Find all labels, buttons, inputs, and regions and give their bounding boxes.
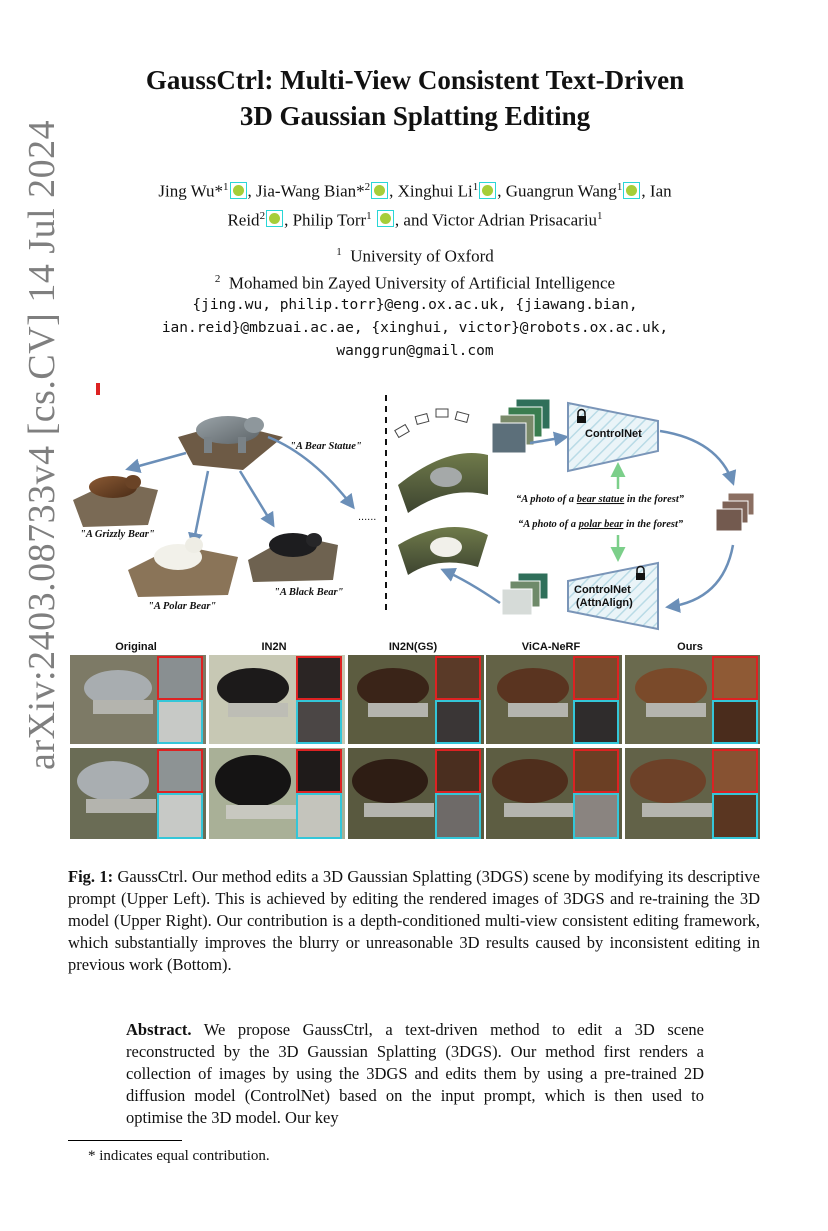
edited-image-stack	[502, 573, 548, 615]
prompt-polar-bear: "A Polar Bear"	[148, 601, 217, 612]
arxiv-identifier: arXiv:2403.08733v4 [cs.CV] 14 Jul 2024	[21, 119, 63, 770]
flow-arrow	[660, 431, 733, 483]
affiliation-oxford: University of Oxford	[350, 246, 494, 266]
caption-text: GaussCtrl. Our method edits a 3D Gaussian Splatting (3DGS) scene by modifying its descriptive prompt (Upper Left). This is achieved by editing the rendered images of 3DGS and re-training the 3D model (Upper Right). Our contribution is a depth-conditioned multi-view consistent editing framework, which substantially improves the blurry or unreasonable 3D results caused by inconsistent editing in previous work (Bottom).	[68, 867, 760, 974]
caption-label: Fig. 1:	[68, 867, 114, 886]
affil-sup: 1	[366, 209, 372, 222]
abstract	[126, 1019, 704, 1129]
prompt-photo-statue: “A photo of a bear statue in the forest”	[516, 494, 685, 505]
affil-sup: 1	[616, 181, 623, 193]
paper-title	[70, 62, 760, 134]
controlnet-label: ControlNet	[574, 584, 631, 596]
more-prompts-dots: ......	[358, 511, 377, 523]
orcid-icon[interactable]	[371, 182, 388, 199]
abstract-label: Abstract.	[126, 1020, 192, 1039]
prompt-grizzly-bear: "A Grizzly Bear"	[80, 529, 155, 540]
figure-caption	[68, 866, 760, 976]
title-line-1: GaussCtrl: Multi-View Consistent Text-Driven	[145, 65, 685, 95]
orcid-icon[interactable]	[479, 182, 496, 199]
attnalign-label: (AttnAlign)	[576, 597, 633, 609]
footnote-rule	[68, 1140, 182, 1141]
polar-bear-image	[128, 537, 238, 597]
camera-views	[395, 409, 469, 437]
author-name: , Philip Torr	[284, 210, 367, 230]
affil-sup: 2	[364, 181, 371, 193]
flow-arrow	[668, 545, 733, 607]
author-name: , Xinghui Li	[389, 181, 473, 201]
author-name: , Guangrun Wang	[497, 181, 617, 201]
author-name: Jing Wu*	[158, 181, 224, 201]
image-stack	[492, 399, 550, 453]
author-name: , Ian	[641, 181, 672, 201]
column-header: IN2N(GS)	[388, 641, 438, 653]
prompt-black-bear: "A Black Bear"	[274, 587, 344, 598]
flow-arrow	[443, 570, 500, 603]
author-name: , and Victor Adrian Prisacariu	[394, 210, 598, 230]
noisy-latents	[716, 493, 754, 531]
grizzly-bear-image	[73, 475, 158, 527]
author-list	[70, 175, 760, 232]
title-line-2: 3D Gaussian Splatting Editing	[239, 101, 591, 131]
edit-arrow	[128, 453, 186, 469]
email-line[interactable]: ian.reid}@mbzuai.ac.ae, {xinghui, victor}@robots.ox.ac.uk,	[161, 320, 669, 337]
orcid-icon[interactable]	[230, 182, 247, 199]
email-line[interactable]: wanggrun@gmail.com	[336, 343, 494, 360]
orcid-icon[interactable]	[623, 182, 640, 199]
email-line[interactable]: {jing.wu, philip.torr}@eng.ox.ac.uk, {jiawang.bian,	[192, 297, 638, 314]
bear-statue-image	[178, 416, 283, 470]
column-header: IN2N	[261, 641, 287, 653]
affil-sup: 2	[214, 272, 221, 285]
flow-arrow	[530, 437, 566, 443]
edit-arrow	[193, 471, 208, 545]
footnote: * indicates equal contribution.	[88, 1148, 270, 1164]
comparison-grid	[70, 641, 760, 839]
prompt-bear-statue: "A Bear Statue"	[290, 441, 362, 452]
affiliations	[70, 241, 760, 363]
controlnet-label: ControlNet	[585, 428, 642, 440]
affil-sup: 1	[336, 246, 342, 258]
column-header: Ours	[677, 641, 703, 653]
prompt-photo-polar: “A photo of a polar bear in the forest”	[518, 519, 684, 530]
affil-sup: 1	[472, 181, 479, 193]
affil-sup: 1	[597, 209, 603, 222]
orcid-icon[interactable]	[377, 210, 394, 227]
affil-sup: 2	[259, 209, 266, 222]
column-header: ViCA-NeRF	[521, 641, 581, 653]
abstract-text: We propose GaussCtrl, a text-driven method to edit a 3D scene reconstructed by the 3D Gaussian Splatting (3DGS). Our method first renders a collection of images by using the 3DGS and edits them by using a pre-trained 2D diffusion model (ControlNet) based on the input prompt, which is then used to optimise the 3D model. Our key	[126, 1020, 704, 1127]
orcid-icon[interactable]	[266, 210, 283, 227]
affil-sup: 1	[223, 181, 229, 193]
teaser-figure	[68, 385, 760, 843]
black-bear-image	[248, 533, 338, 582]
author-name: Reid	[227, 210, 260, 230]
affiliation-mbzuai: Mohamed bin Zayed University of Artificial Intelligence	[228, 273, 616, 293]
author-name: , Jia-Wang Bian*	[247, 181, 365, 201]
edit-arrow	[240, 471, 273, 525]
column-header: Original	[115, 641, 157, 653]
